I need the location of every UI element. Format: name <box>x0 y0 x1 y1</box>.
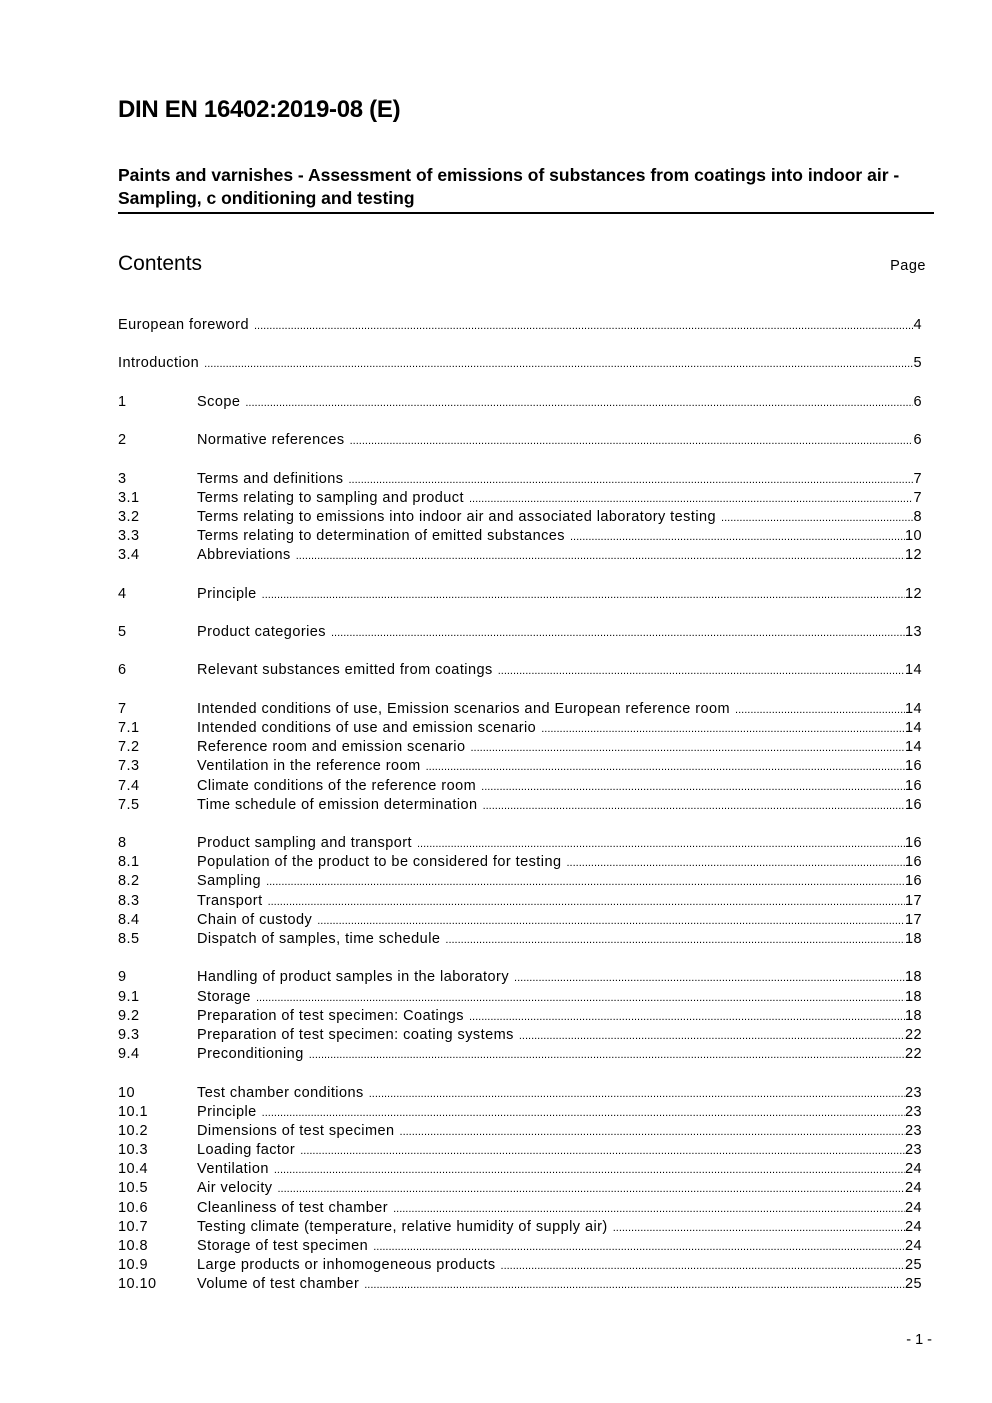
toc-entry-title: Large products or inhomogeneous products <box>197 1257 496 1274</box>
toc-entry-page: 10 <box>904 528 922 545</box>
toc-entry[interactable] <box>118 661 922 680</box>
page-number: - 1 - <box>906 1332 932 1348</box>
toc-entry[interactable] <box>118 1103 922 1122</box>
toc-entry-page: 14 <box>904 662 922 679</box>
toc-entry[interactable] <box>118 470 922 489</box>
toc-entry[interactable] <box>118 796 922 815</box>
toc-dot-leader <box>721 508 913 528</box>
toc-dot-leader <box>331 623 905 643</box>
toc-entry[interactable] <box>118 872 922 891</box>
toc-entry-number: 5 <box>118 624 127 640</box>
toc-entry-title: Air velocity <box>197 1180 273 1197</box>
toc-entry[interactable] <box>118 431 922 450</box>
toc-entry[interactable] <box>118 354 922 373</box>
toc-entry-page: 24 <box>904 1218 922 1235</box>
toc-dot-leader <box>735 700 905 720</box>
toc-entry-title: Dispatch of samples, time schedule <box>197 931 441 947</box>
toc-dot-leader <box>498 661 905 681</box>
toc-entry-page: 17 <box>904 911 922 928</box>
toc-entry-title: Loading factor <box>197 1142 296 1159</box>
toc-dot-leader <box>501 1256 905 1276</box>
toc-dot-leader <box>300 1141 905 1161</box>
toc-entry[interactable] <box>118 1218 922 1237</box>
toc-entry-page: 16 <box>904 835 922 852</box>
toc-entry[interactable] <box>118 316 922 335</box>
toc-dot-leader <box>393 1199 905 1219</box>
toc-entry-title: Product categories <box>197 624 326 640</box>
toc-entry-number: 9.1 <box>118 988 140 1005</box>
toc-entry-page: 23 <box>904 1103 922 1120</box>
toc-group <box>118 834 922 949</box>
toc-entry-page: 23 <box>904 1142 922 1159</box>
toc-entry-title: Relevant substances emitted from coatings <box>197 662 493 679</box>
toc-entry[interactable] <box>118 834 922 853</box>
toc-entry-page: 14 <box>904 700 922 717</box>
toc-dot-leader <box>296 546 905 566</box>
toc-entry-title: Preparation of test specimen: Coatings <box>197 1007 464 1024</box>
toc-dot-leader <box>254 316 914 336</box>
toc-entry-title: Climate conditions of the reference room <box>197 777 477 794</box>
toc-dot-leader <box>204 354 913 374</box>
toc-entry-title: Time schedule of emission determination <box>197 796 478 813</box>
toc-entry-number: 10.4 <box>118 1161 149 1178</box>
toc-entry[interactable] <box>118 1179 922 1198</box>
toc-entry[interactable] <box>118 930 922 949</box>
toc-entry-number: 8.2 <box>118 873 140 890</box>
toc-entry-page: 12 <box>904 585 922 602</box>
toc-entry-number: 7.3 <box>118 758 140 775</box>
toc-entry-title: Terms relating to sampling and product <box>197 489 464 506</box>
toc-entry-page: 25 <box>904 1257 922 1274</box>
toc-entry-number: 4 <box>118 585 127 602</box>
toc-entry-page: 13 <box>904 624 922 640</box>
toc-entry[interactable] <box>118 911 922 930</box>
table-of-contents <box>118 316 922 1314</box>
toc-dot-leader <box>445 930 905 950</box>
toc-entry-number: 3 <box>118 470 127 487</box>
toc-entry-number: 9.3 <box>118 1026 140 1043</box>
toc-entry-number: 9 <box>118 969 127 986</box>
toc-entry-number: 9.2 <box>118 1007 140 1024</box>
toc-entry-title: Cleanliness of test chamber <box>197 1199 389 1216</box>
toc-entry-page: 8 <box>913 508 922 525</box>
toc-entry-title: Reference room and emission scenario <box>197 739 466 756</box>
toc-entry-page: 24 <box>904 1161 922 1178</box>
document-title: Paints and varnishes - Assessment of emissions of substances from coatings into indoor air - Sampling, c onditioning and testing <box>118 164 934 214</box>
toc-entry[interactable] <box>118 1199 922 1218</box>
toc-entry-title: Abbreviations <box>197 547 291 564</box>
toc-dot-leader <box>266 872 905 892</box>
toc-entry-title: Scope <box>197 393 241 410</box>
toc-dot-leader <box>317 911 905 931</box>
toc-entry-number: 10 <box>118 1084 136 1101</box>
toc-entry-number: 9.4 <box>118 1046 140 1063</box>
toc-dot-leader <box>348 470 913 490</box>
toc-entry[interactable] <box>118 546 922 565</box>
toc-entry-number: 7.5 <box>118 796 140 813</box>
toc-entry-title: Terms and definitions <box>197 470 344 487</box>
toc-entry-page: 24 <box>904 1180 922 1197</box>
toc-dot-leader <box>262 585 905 605</box>
toc-entry-number: 10.6 <box>118 1199 149 1216</box>
toc-entry-page: 18 <box>904 988 922 1005</box>
toc-entry[interactable] <box>118 1275 922 1294</box>
toc-dot-leader <box>541 719 905 739</box>
toc-entry-title: European foreword <box>118 317 249 333</box>
toc-group <box>118 354 922 373</box>
toc-entry[interactable] <box>118 1007 922 1026</box>
toc-entry-title: Population of the product to be considered for testing <box>197 854 562 871</box>
toc-group <box>118 661 922 680</box>
toc-entry[interactable] <box>118 719 922 738</box>
toc-entry-number: 8.4 <box>118 911 140 928</box>
toc-entry-number: 1 <box>118 393 127 410</box>
toc-entry-page: 23 <box>904 1084 922 1101</box>
toc-dot-leader <box>469 489 914 509</box>
toc-group <box>118 968 922 1064</box>
toc-dot-leader <box>256 988 905 1008</box>
toc-entry[interactable] <box>118 968 922 987</box>
toc-entry-page: 24 <box>904 1199 922 1216</box>
toc-entry-number: 10.5 <box>118 1180 149 1197</box>
toc-entry[interactable] <box>118 489 922 508</box>
toc-entry[interactable] <box>118 757 922 776</box>
page-column-label: Page <box>890 258 926 274</box>
toc-entry-title: Preconditioning <box>197 1046 304 1063</box>
contents-heading: Contents <box>118 252 203 275</box>
toc-entry[interactable] <box>118 1084 922 1103</box>
toc-entry-number: 3.4 <box>118 547 140 564</box>
toc-entry[interactable] <box>118 738 922 757</box>
toc-dot-leader <box>469 1007 905 1027</box>
toc-group <box>118 700 922 815</box>
toc-entry[interactable] <box>118 988 922 1007</box>
toc-dot-leader <box>426 757 905 777</box>
toc-entry-title: Transport <box>197 892 263 909</box>
toc-entry-page: 14 <box>904 739 922 756</box>
toc-dot-leader <box>417 834 905 854</box>
toc-entry-title: Dimensions of test specimen <box>197 1122 395 1139</box>
toc-entry-title: Test chamber conditions <box>197 1084 364 1101</box>
toc-entry-title: Terms relating to determination of emitted substances <box>197 528 565 545</box>
toc-entry-number: 8.1 <box>118 854 140 871</box>
toc-group <box>118 1084 922 1295</box>
toc-dot-leader <box>245 393 913 413</box>
toc-entry-title: Ventilation in the reference room <box>197 758 421 775</box>
toc-dot-leader <box>364 1275 905 1295</box>
toc-entry[interactable] <box>118 508 922 527</box>
toc-entry-page: 6 <box>913 393 922 410</box>
toc-entry-title: Principle <box>197 585 257 602</box>
toc-entry-page: 16 <box>904 758 922 775</box>
toc-entry-number: 3.2 <box>118 508 140 525</box>
toc-entry[interactable] <box>118 777 922 796</box>
toc-entry-number: 8 <box>118 835 127 852</box>
toc-entry-page: 17 <box>904 892 922 909</box>
toc-dot-leader <box>309 1045 905 1065</box>
toc-entry-number: 7.2 <box>118 739 140 756</box>
toc-entry-page: 23 <box>904 1122 922 1139</box>
toc-dot-leader <box>369 1084 905 1104</box>
toc-entry[interactable] <box>118 1122 922 1141</box>
toc-group <box>118 470 922 566</box>
toc-dot-leader <box>470 738 905 758</box>
toc-entry-title: Intended conditions of use, Emission scenarios and European reference room <box>197 700 731 717</box>
toc-entry-title: Preparation of test specimen: coating systems <box>197 1026 514 1043</box>
toc-entry-page: 16 <box>904 796 922 813</box>
toc-entry[interactable] <box>118 1160 922 1179</box>
toc-entry-number: 8.5 <box>118 931 140 947</box>
toc-entry-title: Ventilation <box>197 1161 269 1178</box>
toc-entry-page: 24 <box>904 1238 922 1254</box>
toc-entry-page: 14 <box>904 719 922 736</box>
toc-entry-number: 10.8 <box>118 1238 149 1254</box>
toc-entry-page: 18 <box>904 969 922 986</box>
toc-entry[interactable] <box>118 700 922 719</box>
toc-entry-page: 6 <box>913 432 922 449</box>
toc-dot-leader <box>373 1237 905 1257</box>
toc-entry-page: 22 <box>904 1046 922 1063</box>
toc-entry-number: 3.1 <box>118 489 140 506</box>
toc-entry-page: 22 <box>904 1026 922 1043</box>
toc-dot-leader <box>400 1122 905 1142</box>
toc-entry-number: 7.1 <box>118 719 140 736</box>
toc-entry-title: Sampling <box>197 873 262 890</box>
toc-entry-number: 10.9 <box>118 1257 149 1274</box>
toc-entry-number: 3.3 <box>118 528 140 545</box>
toc-dot-leader <box>613 1218 905 1238</box>
toc-dot-leader <box>262 1103 905 1123</box>
toc-entry-number: 2 <box>118 432 127 449</box>
toc-entry-title: Handling of product samples in the laboratory <box>197 969 510 986</box>
toc-entry-page: 4 <box>913 317 922 333</box>
toc-entry-page: 5 <box>913 355 922 372</box>
toc-entry[interactable] <box>118 585 922 604</box>
toc-entry[interactable] <box>118 1256 922 1275</box>
toc-entry-page: 16 <box>904 854 922 871</box>
toc-entry-number: 10.2 <box>118 1122 149 1139</box>
toc-entry-page: 18 <box>904 1007 922 1024</box>
toc-entry-title: Intended conditions of use and emission scenario <box>197 719 537 736</box>
toc-entry[interactable] <box>118 1237 922 1256</box>
toc-dot-leader <box>514 968 905 988</box>
toc-group <box>118 585 922 604</box>
toc-entry[interactable] <box>118 527 922 546</box>
toc-entry-page: 12 <box>904 547 922 564</box>
toc-entry-page: 16 <box>904 873 922 890</box>
toc-entry-number: 6 <box>118 662 127 679</box>
toc-entry[interactable] <box>118 892 922 911</box>
toc-entry-title: Normative references <box>197 432 345 449</box>
document-id: DIN EN 16402:2019-08 (E) <box>118 96 401 123</box>
toc-entry-page: 7 <box>913 470 922 487</box>
toc-entry[interactable] <box>118 853 922 872</box>
toc-dot-leader <box>278 1179 905 1199</box>
toc-dot-leader <box>519 1026 905 1046</box>
toc-entry-page: 18 <box>904 931 922 947</box>
toc-entry-page: 25 <box>904 1276 922 1293</box>
toc-entry-number: 7 <box>118 700 127 717</box>
toc-entry-title: Volume of test chamber <box>197 1276 360 1293</box>
toc-group <box>118 623 922 642</box>
toc-entry-number: 8.3 <box>118 892 140 909</box>
toc-entry[interactable] <box>118 393 922 412</box>
toc-entry-title: Testing climate (temperature, relative humidity of supply air) <box>197 1218 608 1235</box>
toc-entry[interactable] <box>118 1026 922 1045</box>
toc-entry[interactable] <box>118 1045 922 1064</box>
toc-entry-page: 16 <box>904 777 922 794</box>
toc-entry-title: Terms relating to emissions into indoor air and associated laboratory testing <box>197 508 717 525</box>
toc-dot-leader <box>566 853 904 873</box>
toc-entry-number: 10.10 <box>118 1276 157 1293</box>
toc-entry[interactable] <box>118 623 922 642</box>
toc-entry-title: Product sampling and transport <box>197 835 412 852</box>
toc-dot-leader <box>570 527 905 547</box>
toc-entry[interactable] <box>118 1141 922 1160</box>
toc-entry-number: 10.1 <box>118 1103 149 1120</box>
toc-entry-number: 10.7 <box>118 1218 149 1235</box>
toc-group <box>118 316 922 335</box>
toc-entry-title: Principle <box>197 1103 257 1120</box>
toc-entry-page: 7 <box>913 489 922 506</box>
toc-entry-title: Introduction <box>118 355 200 372</box>
toc-group <box>118 431 922 450</box>
toc-dot-leader <box>268 892 905 912</box>
toc-entry-number: 10.3 <box>118 1142 149 1159</box>
toc-entry-title: Storage <box>197 988 251 1005</box>
toc-dot-leader <box>274 1160 905 1180</box>
toc-dot-leader <box>350 431 914 451</box>
toc-entry-number: 7.4 <box>118 777 140 794</box>
toc-entry-title: Chain of custody <box>197 911 313 928</box>
toc-dot-leader <box>483 796 905 816</box>
toc-entry-title: Storage of test specimen <box>197 1238 369 1254</box>
toc-dot-leader <box>481 777 905 797</box>
toc-group <box>118 393 922 412</box>
